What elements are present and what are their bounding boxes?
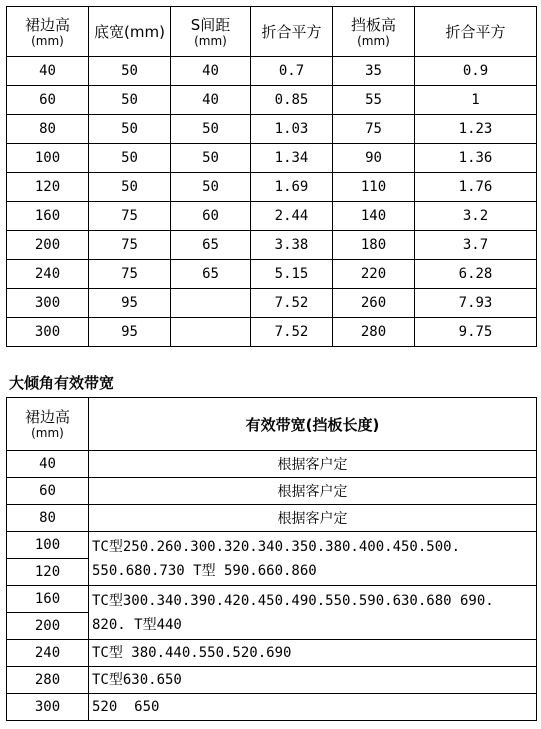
table-cell: 160 bbox=[7, 202, 89, 231]
table-cell: 1.23 bbox=[415, 115, 537, 144]
table-row bbox=[7, 478, 537, 505]
table-cell: 110 bbox=[333, 173, 415, 202]
table-cell: 80 bbox=[7, 115, 89, 144]
table-cell: 50 bbox=[171, 144, 251, 173]
table-cell: 50 bbox=[89, 144, 171, 173]
table-cell: 300 bbox=[7, 318, 89, 347]
height-cell: 280 bbox=[7, 667, 89, 694]
width-cell bbox=[89, 532, 537, 586]
height-cell: 160 bbox=[7, 586, 89, 613]
table-cell: 40 bbox=[7, 57, 89, 86]
table-row bbox=[7, 57, 537, 86]
spec-header-row bbox=[7, 7, 537, 57]
header-cell: 裙边高 (mm) bbox=[7, 7, 89, 57]
header-cell: S间距 (mm) bbox=[171, 7, 251, 57]
table-cell: 1.34 bbox=[251, 144, 333, 173]
table-row bbox=[7, 667, 537, 694]
table-row bbox=[7, 231, 537, 260]
table-cell: 95 bbox=[89, 289, 171, 318]
width-cell: 根据客户定 bbox=[89, 478, 537, 505]
width-table bbox=[6, 397, 537, 721]
table-cell: 280 bbox=[333, 318, 415, 347]
table-cell: 3.7 bbox=[415, 231, 537, 260]
width-cell: TC型 380.440.550.520.690 bbox=[89, 640, 537, 667]
table-row bbox=[7, 289, 537, 318]
table-cell: 0.7 bbox=[251, 57, 333, 86]
table-cell: 40 bbox=[171, 86, 251, 115]
table-cell: 50 bbox=[171, 115, 251, 144]
height-cell: 60 bbox=[7, 478, 89, 505]
height-cell: 120 bbox=[7, 559, 89, 586]
height-cell: 300 bbox=[7, 694, 89, 721]
table-cell: 3.2 bbox=[415, 202, 537, 231]
width-cell: 520 650 bbox=[89, 694, 537, 721]
table-cell: 1 bbox=[415, 86, 537, 115]
table-cell: 1.03 bbox=[251, 115, 333, 144]
table-cell: 65 bbox=[171, 231, 251, 260]
table-cell: 75 bbox=[89, 231, 171, 260]
width-cell bbox=[89, 586, 537, 640]
table-cell: 180 bbox=[333, 231, 415, 260]
table-cell: 5.15 bbox=[251, 260, 333, 289]
table-cell bbox=[171, 289, 251, 318]
table-cell: 1.76 bbox=[415, 173, 537, 202]
width-line: 820. T型440 bbox=[92, 616, 182, 633]
table-cell: 240 bbox=[7, 260, 89, 289]
header-cell: 裙边高 (mm) bbox=[7, 398, 89, 451]
table-cell: 300 bbox=[7, 289, 89, 318]
table-row bbox=[7, 532, 537, 559]
header-cell: 有效带宽(挡板长度) bbox=[89, 398, 537, 451]
table-cell: 95 bbox=[89, 318, 171, 347]
table-cell: 7.52 bbox=[251, 318, 333, 347]
table-cell: 50 bbox=[89, 115, 171, 144]
table-cell: 75 bbox=[333, 115, 415, 144]
table-cell: 0.9 bbox=[415, 57, 537, 86]
table-cell: 90 bbox=[333, 144, 415, 173]
spec-table bbox=[6, 6, 537, 347]
table-row bbox=[7, 202, 537, 231]
header-cell: 底宽(mm) bbox=[89, 7, 171, 57]
header-cell: 挡板高 (mm) bbox=[333, 7, 415, 57]
table-cell: 9.75 bbox=[415, 318, 537, 347]
table-row bbox=[7, 640, 537, 667]
width-cell: TC型630.650 bbox=[89, 667, 537, 694]
table-cell: 35 bbox=[333, 57, 415, 86]
table-cell bbox=[171, 318, 251, 347]
width-cell: 根据客户定 bbox=[89, 505, 537, 532]
table-cell: 50 bbox=[89, 173, 171, 202]
table-cell: 50 bbox=[171, 173, 251, 202]
width-line: TC型250.260.300.320.340.350.380.400.450.500. bbox=[92, 538, 461, 555]
table-cell: 50 bbox=[89, 57, 171, 86]
table-cell: 7.52 bbox=[251, 289, 333, 318]
table-row bbox=[7, 586, 537, 613]
table-row bbox=[7, 86, 537, 115]
height-cell: 40 bbox=[7, 451, 89, 478]
table-cell: 0.85 bbox=[251, 86, 333, 115]
table-cell: 220 bbox=[333, 260, 415, 289]
table-cell: 120 bbox=[7, 173, 89, 202]
table-row bbox=[7, 115, 537, 144]
header-cell: 折合平方 bbox=[415, 7, 537, 57]
height-cell: 240 bbox=[7, 640, 89, 667]
table-cell: 6.28 bbox=[415, 260, 537, 289]
table-cell: 40 bbox=[171, 57, 251, 86]
table-cell: 60 bbox=[7, 86, 89, 115]
height-cell: 80 bbox=[7, 505, 89, 532]
width-line: TC型300.340.390.420.450.490.550.590.630.680 690. bbox=[92, 592, 494, 609]
height-cell: 100 bbox=[7, 532, 89, 559]
width-cell: 根据客户定 bbox=[89, 451, 537, 478]
table-cell: 75 bbox=[89, 202, 171, 231]
table-row bbox=[7, 451, 537, 478]
table-row bbox=[7, 173, 537, 202]
table-row bbox=[7, 318, 537, 347]
table-cell: 260 bbox=[333, 289, 415, 318]
table-cell: 60 bbox=[171, 202, 251, 231]
table-cell: 3.38 bbox=[251, 231, 333, 260]
width-header-row bbox=[7, 398, 537, 451]
table-cell: 75 bbox=[89, 260, 171, 289]
width-line: 550.680.730 T型 590.660.860 bbox=[92, 562, 317, 579]
height-cell: 200 bbox=[7, 613, 89, 640]
table-row bbox=[7, 144, 537, 173]
table-cell: 1.69 bbox=[251, 173, 333, 202]
table-cell: 2.44 bbox=[251, 202, 333, 231]
table-row bbox=[7, 694, 537, 721]
table-cell: 100 bbox=[7, 144, 89, 173]
table-cell: 200 bbox=[7, 231, 89, 260]
table-cell: 1.36 bbox=[415, 144, 537, 173]
table-cell: 7.93 bbox=[415, 289, 537, 318]
table-row bbox=[7, 505, 537, 532]
table-row bbox=[7, 260, 537, 289]
table-cell: 140 bbox=[333, 202, 415, 231]
header-cell: 折合平方 bbox=[251, 7, 333, 57]
table-cell: 55 bbox=[333, 86, 415, 115]
table-cell: 50 bbox=[89, 86, 171, 115]
section-title: 大倾角有效带宽 bbox=[9, 374, 115, 392]
table-cell: 65 bbox=[171, 260, 251, 289]
